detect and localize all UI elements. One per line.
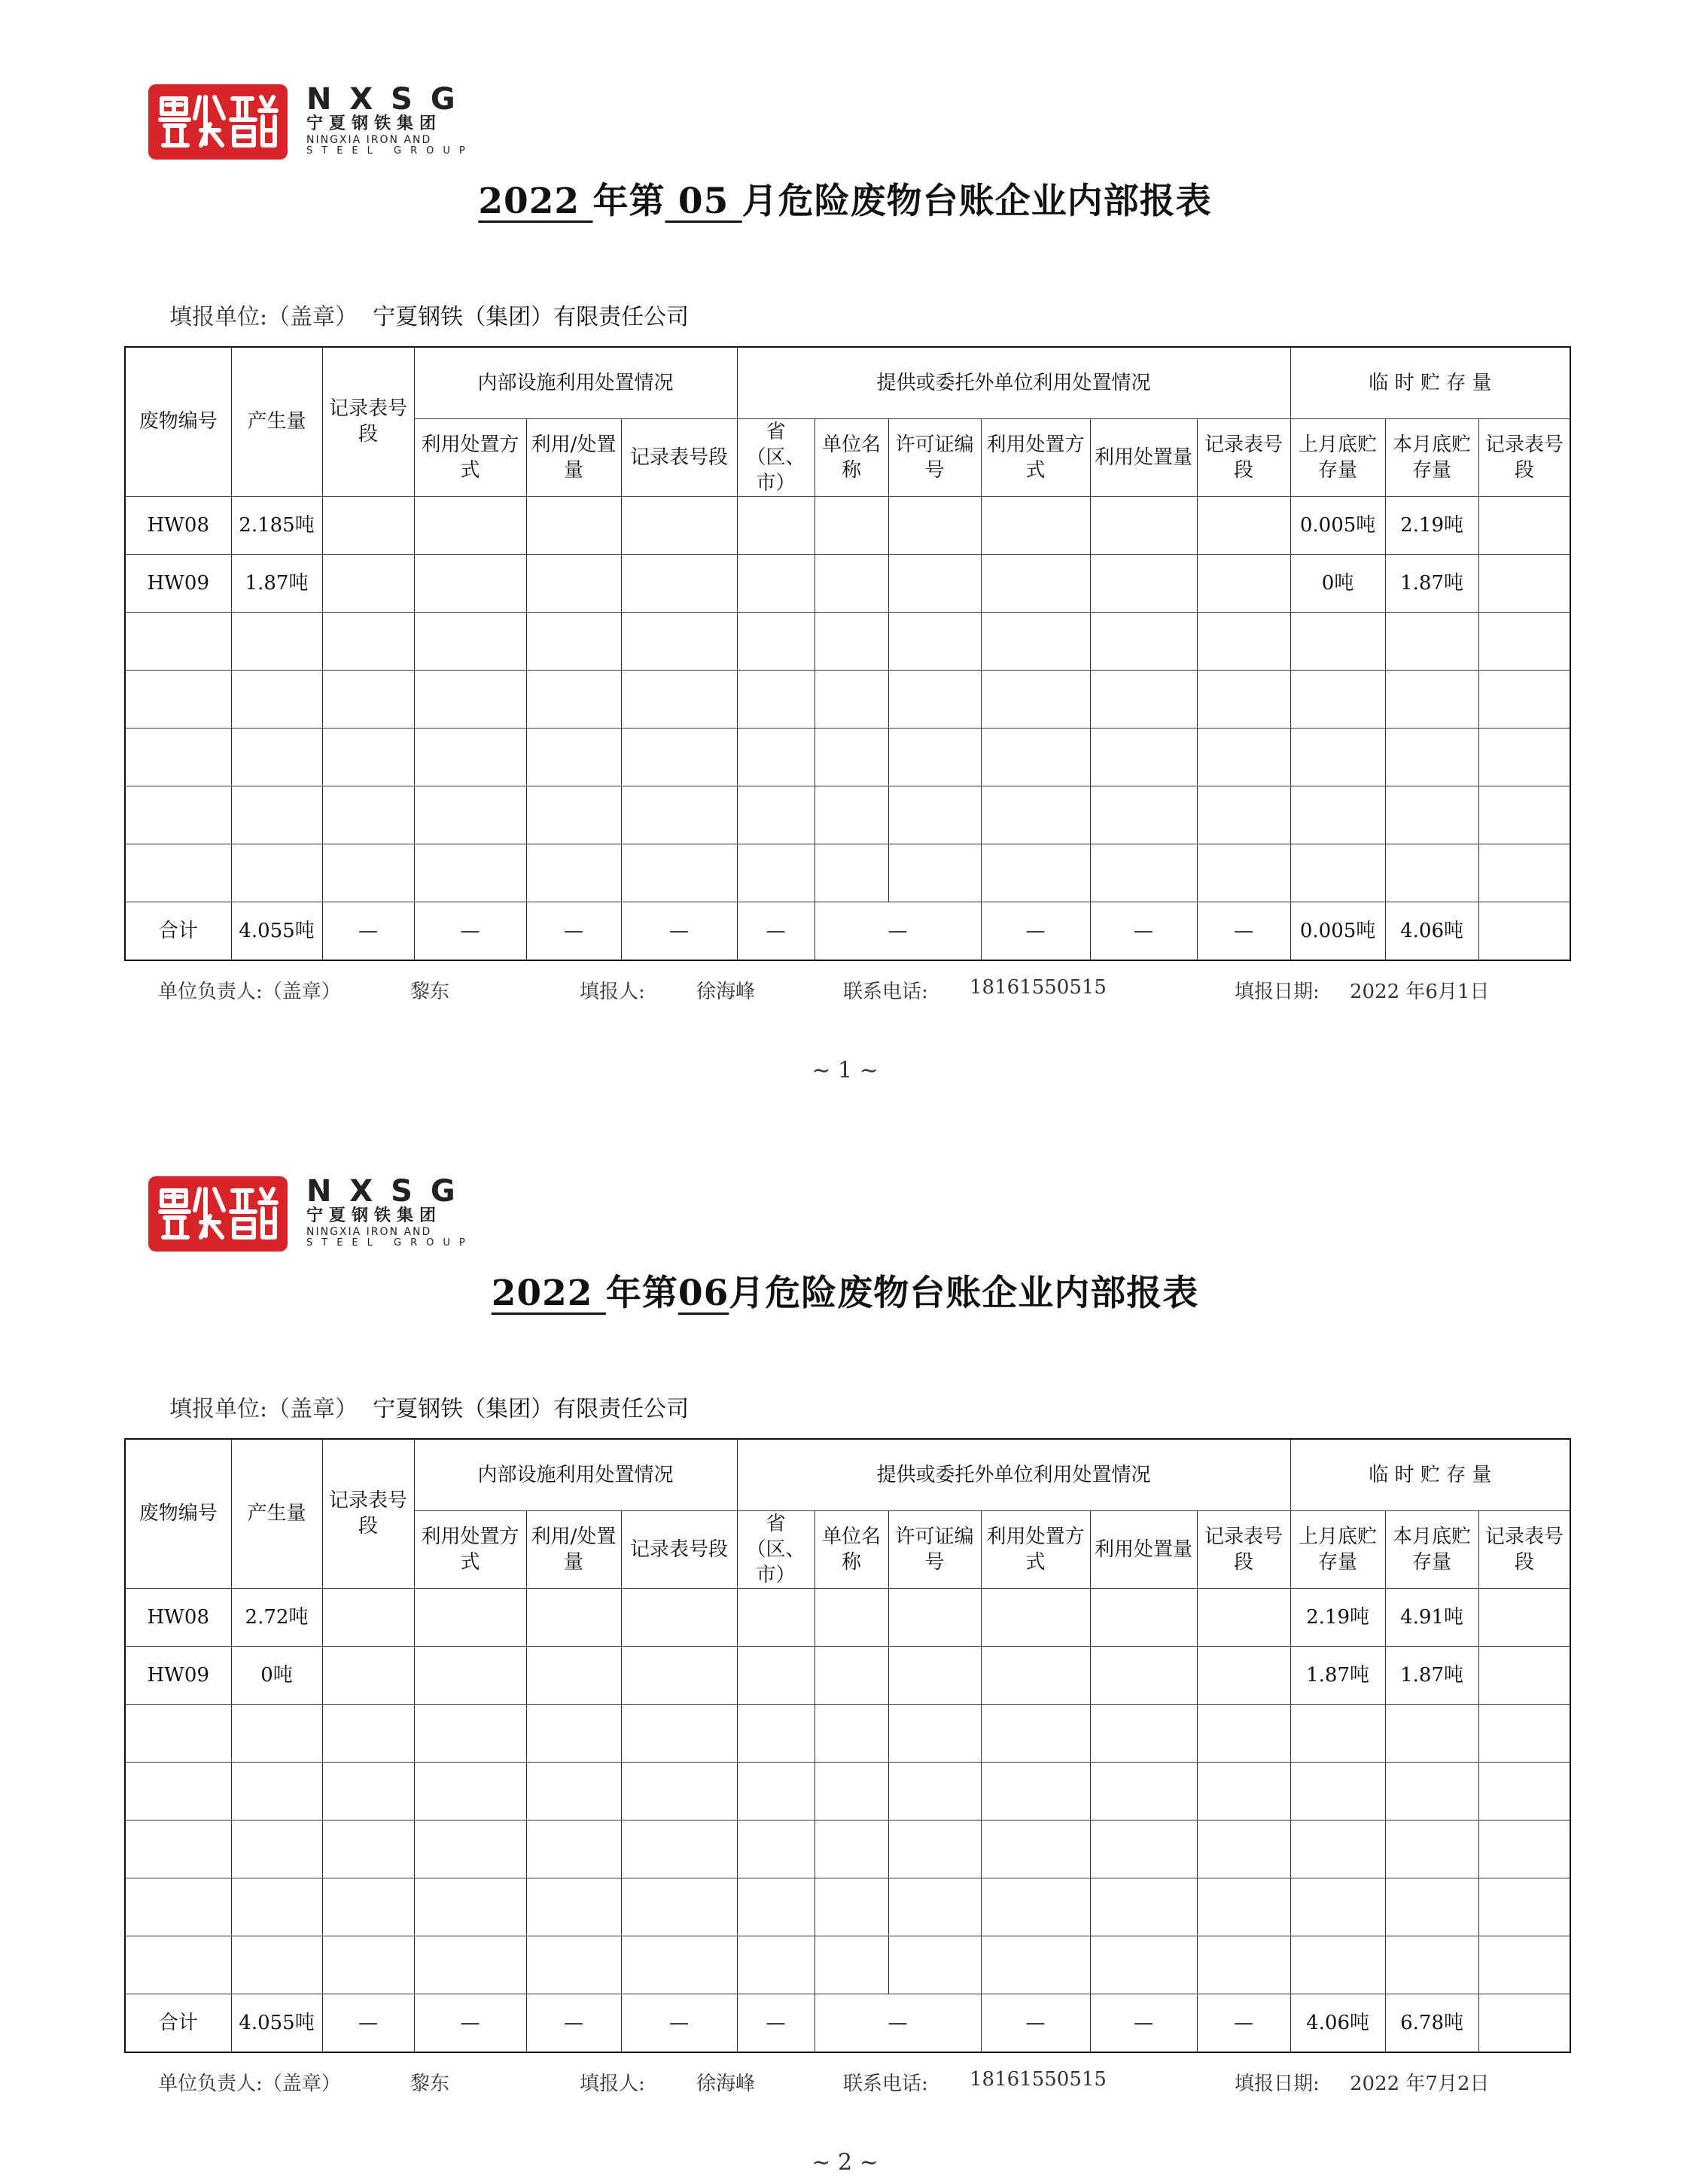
title-month: 06 <box>678 1273 729 1314</box>
title-mid: 年第 <box>605 1273 678 1314</box>
cell-storage-last: 0吨 <box>1290 554 1385 612</box>
head-name: 黎东 <box>410 2073 450 2095</box>
cell-storage-last: 1.87吨 <box>1290 1646 1385 1704</box>
dash: — <box>815 1994 981 2052</box>
empty-row <box>125 1762 1570 1820</box>
header-int-record: 记录表号段 <box>621 418 737 496</box>
empty-row <box>125 670 1570 728</box>
title-year: 2022 <box>478 181 593 222</box>
header-ext-method: 利用处置方 式 <box>981 418 1090 496</box>
signature-footer <box>0 976 1690 1006</box>
unit-label: 填报单位:（盖章） <box>169 304 358 330</box>
header-int-amount: 利用/处置量 <box>526 1510 621 1588</box>
empty-row <box>125 1936 1570 1994</box>
empty-row <box>125 612 1570 670</box>
reporting-unit <box>169 1390 689 1423</box>
header-record-no: 记录表号段 <box>322 1439 414 1588</box>
header-internal: 内部设施利用处置情况 <box>414 1439 737 1510</box>
header-ext-province: 省（区、市） <box>737 418 815 496</box>
total-label: 合计 <box>125 902 231 960</box>
filler-label: 填报人: <box>580 981 645 1003</box>
hazardous-waste-table <box>124 1438 1571 2053</box>
total-generated: 4.055吨 <box>231 1994 322 2052</box>
brand-name-en-1: NINGXIA IRON AND <box>306 134 432 146</box>
table-row <box>125 1646 1570 1704</box>
dash: — <box>414 902 526 960</box>
filler-label: 填报人: <box>580 2073 645 2095</box>
header-waste-code: 废物编号 <box>125 1439 231 1588</box>
header-st-record: 记录表号段 <box>1478 1510 1570 1588</box>
phone-label: 联系电话: <box>843 2073 928 2095</box>
head-label: 单位负责人:（盖章） <box>158 981 341 1003</box>
date-label: 填报日期: <box>1235 981 1320 1003</box>
dash: — <box>1197 902 1290 960</box>
dash: — <box>737 902 815 960</box>
header-ext-license: 许可证编号 <box>888 418 981 496</box>
total-label: 合计 <box>125 1994 231 2052</box>
header-storage: 临 时 贮 存 量 <box>1290 347 1570 418</box>
page-number: ~ 2 ~ <box>812 2149 878 2176</box>
cell-generated: 1.87吨 <box>231 554 322 612</box>
dash: — <box>737 1994 815 2052</box>
phone-label: 联系电话: <box>843 981 928 1003</box>
header-record-no: 记录表号段 <box>322 347 414 496</box>
company-logo <box>148 1176 480 1252</box>
title-rest: 月危险废物台账企业内部报表 <box>729 1273 1199 1314</box>
dash: — <box>322 1994 414 2052</box>
empty-row <box>125 1704 1570 1762</box>
header-storage: 临 时 贮 存 量 <box>1290 1439 1570 1510</box>
header-int-amount: 利用/处置量 <box>526 418 621 496</box>
table-row <box>125 1588 1570 1646</box>
cell-generated: 2.72吨 <box>231 1588 322 1646</box>
cell-code: HW08 <box>125 496 231 554</box>
header-int-method: 利用处置方 式 <box>414 418 526 496</box>
header-int-record: 记录表号段 <box>621 1510 737 1588</box>
header-waste-code: 废物编号 <box>125 347 231 496</box>
fill-date: 2022 年7月2日 <box>1350 2073 1490 2095</box>
filler-name: 徐海峰 <box>696 981 756 1003</box>
company-logo <box>148 84 480 160</box>
header-ext-unit: 单位名称 <box>815 418 888 496</box>
phone-number: 18161550515 <box>970 2068 1107 2091</box>
report-title <box>0 1265 1690 1316</box>
brand-name-en-1: NINGXIA IRON AND <box>306 1226 432 1238</box>
header-st-this: 本月底贮存量 <box>1385 418 1478 496</box>
brand-name-en-2: STEEL GROUP <box>306 145 474 157</box>
dash: — <box>526 1994 621 2052</box>
table-row <box>125 554 1570 612</box>
dash: — <box>815 902 981 960</box>
header-int-method: 利用处置方 式 <box>414 1510 526 1588</box>
brand-name-cn: 宁夏钢铁集团 <box>306 1206 443 1225</box>
unit-name: 宁夏钢铁（集团）有限责任公司 <box>373 1396 690 1422</box>
total-storage-last: 0.005吨 <box>1290 902 1385 960</box>
dash: — <box>1090 1994 1197 2052</box>
seal-logo-icon <box>148 1176 288 1252</box>
header-generated: 产生量 <box>231 347 322 496</box>
reporting-unit <box>169 298 689 331</box>
empty-row <box>125 1878 1570 1936</box>
empty-row <box>125 1820 1570 1878</box>
cell-storage-last: 2.19吨 <box>1290 1588 1385 1646</box>
header-ext-province: 省（区、市） <box>737 1510 815 1588</box>
head-name: 黎东 <box>410 981 450 1003</box>
cell-storage-this: 1.87吨 <box>1385 554 1478 612</box>
date-label: 填报日期: <box>1235 2073 1320 2095</box>
header-ext-amount: 利用处置量 <box>1090 418 1197 496</box>
total-generated: 4.055吨 <box>231 902 322 960</box>
header-external: 提供或委托外单位利用处置情况 <box>737 1439 1290 1510</box>
dash: — <box>981 902 1090 960</box>
dash: — <box>621 1994 737 2052</box>
header-ext-license: 许可证编号 <box>888 1510 981 1588</box>
brand-text <box>306 1176 480 1249</box>
cell-code: HW08 <box>125 1588 231 1646</box>
header-internal: 内部设施利用处置情况 <box>414 347 737 418</box>
title-rest: 月危险废物台账企业内部报表 <box>741 181 1212 222</box>
header-st-last: 上月底贮存量 <box>1290 418 1385 496</box>
header-ext-record: 记录表号 段 <box>1197 1510 1290 1588</box>
brand-name-cn: 宁夏钢铁集团 <box>306 114 443 133</box>
head-label: 单位负责人:（盖章） <box>158 2073 341 2095</box>
dash: — <box>526 902 621 960</box>
dash: — <box>414 1994 526 2052</box>
hazardous-waste-table <box>124 346 1571 961</box>
report-title <box>0 173 1690 224</box>
dash: — <box>621 902 737 960</box>
seal-logo-icon <box>148 84 288 160</box>
total-storage-this: 6.78吨 <box>1385 1994 1478 2052</box>
cell-code: HW09 <box>125 1646 231 1704</box>
fill-date: 2022 年6月1日 <box>1350 981 1490 1003</box>
total-row <box>125 1994 1570 2052</box>
cell-code: HW09 <box>125 554 231 612</box>
title-year: 2022 <box>491 1273 606 1314</box>
total-storage-last: 4.06吨 <box>1290 1994 1385 2052</box>
header-ext-method: 利用处置方 式 <box>981 1510 1090 1588</box>
brand-name-en-2: STEEL GROUP <box>306 1237 474 1249</box>
cell-storage-last: 0.005吨 <box>1290 496 1385 554</box>
total-row <box>125 902 1570 960</box>
cell-storage-this: 1.87吨 <box>1385 1646 1478 1704</box>
header-external: 提供或委托外单位利用处置情况 <box>737 347 1290 418</box>
table-row <box>125 496 1570 554</box>
filler-name: 徐海峰 <box>696 2073 756 2095</box>
cell-storage-this: 4.91吨 <box>1385 1588 1478 1646</box>
brand-initials: N X S G <box>306 1174 459 1209</box>
cell-storage-this: 2.19吨 <box>1385 496 1478 554</box>
brand-initials: N X S G <box>306 82 459 117</box>
header-st-this: 本月底贮存量 <box>1385 1510 1478 1588</box>
header-ext-record: 记录表号 段 <box>1197 418 1290 496</box>
dash: — <box>1197 1994 1290 2052</box>
title-month: 05 <box>665 181 742 222</box>
brand-text <box>306 84 480 157</box>
report-page <box>0 1092 1690 2184</box>
unit-name: 宁夏钢铁（集团）有限责任公司 <box>373 304 690 330</box>
dash: — <box>981 1994 1090 2052</box>
header-st-record: 记录表号段 <box>1478 418 1570 496</box>
dash: — <box>1090 902 1197 960</box>
page-number: ~ 1 ~ <box>812 1057 878 1084</box>
unit-label: 填报单位:（盖章） <box>169 1396 358 1422</box>
total-storage-this: 4.06吨 <box>1385 902 1478 960</box>
empty-row <box>125 728 1570 786</box>
empty-row <box>125 844 1570 902</box>
header-generated: 产生量 <box>231 1439 322 1588</box>
empty-row <box>125 786 1570 844</box>
dash: — <box>322 902 414 960</box>
signature-footer <box>0 2068 1690 2098</box>
header-ext-amount: 利用处置量 <box>1090 1510 1197 1588</box>
cell-generated: 0吨 <box>231 1646 322 1704</box>
header-st-last: 上月底贮存量 <box>1290 1510 1385 1588</box>
phone-number: 18161550515 <box>970 976 1107 999</box>
title-mid: 年第 <box>592 181 665 222</box>
cell-generated: 2.185吨 <box>231 496 322 554</box>
header-ext-unit: 单位名称 <box>815 1510 888 1588</box>
